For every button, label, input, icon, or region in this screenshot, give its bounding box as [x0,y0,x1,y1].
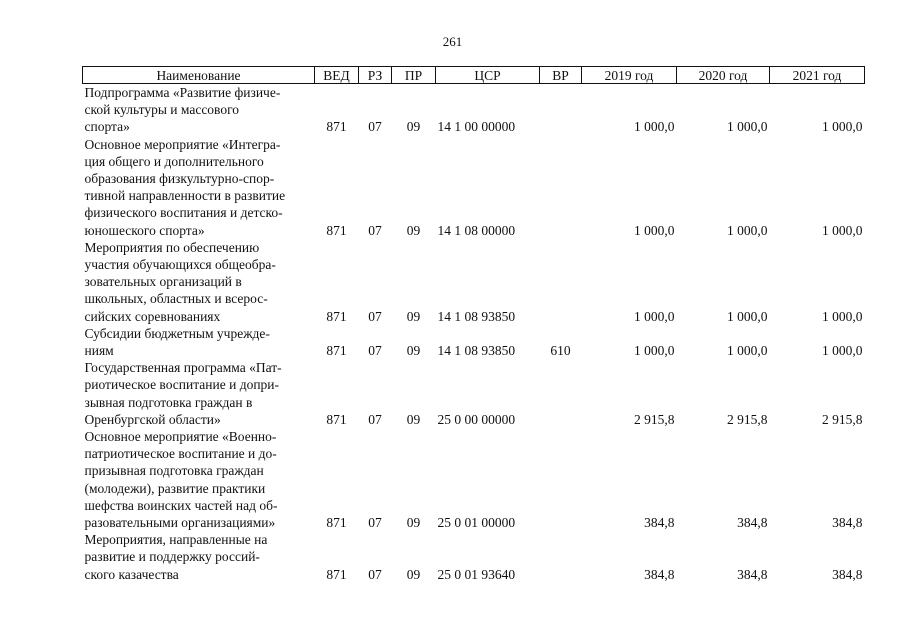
header-2021: 2021 год [770,67,865,84]
cell-2019: 1 000,0 [634,308,675,324]
cell-2020: 1 000,0 [727,343,768,359]
cell-vr [540,84,582,136]
cell-pr: 09 [406,119,421,135]
cell-name [83,84,315,136]
cell-2021: 1 000,0 [822,308,863,324]
cell-rz: 07 [368,343,382,359]
cell-2019: 1 000,0 [634,119,675,135]
cell-rz: 07 [368,308,382,324]
cell-ved: 871 [326,343,347,359]
cell-2021: 384,8 [832,515,863,531]
cell-name [83,359,315,428]
cell-2021: 2 915,8 [822,411,863,427]
table-body [83,84,865,583]
cell-name [83,531,315,583]
row-name-text: Основное мероприятие «Военно- патриотическое воспитание и до- призывная подготовка граждан (молодежи), развитие практики шефства воинских частей над об- разовательными организациями» [84,429,278,531]
table-row [83,531,865,583]
table-header-row [83,67,865,84]
cell-pr: 09 [406,411,421,427]
header-csr: ЦСР [436,67,540,84]
cell-csr: 14 1 08 93850 [437,343,516,359]
row-name-text: Мероприятия, направленные на развитие и поддержку россий- ского казачества [84,532,268,582]
header-rz: РЗ [359,67,392,84]
cell-rz: 07 [368,566,382,582]
cell-vr: 610 [550,343,571,359]
cell-csr: 14 1 08 00000 [437,222,516,238]
cell-2021: 1 000,0 [822,222,863,238]
table-row [83,84,865,136]
cell-ved: 871 [326,222,347,238]
cell-2021: 1 000,0 [822,343,863,359]
cell-2019: 1 000,0 [634,343,675,359]
cell-2019: 2 915,8 [634,411,675,427]
cell-2020: 384,8 [737,566,768,582]
cell-ved: 871 [326,308,347,324]
cell-ved: 871 [326,411,347,427]
row-name-text: Субсидии бюджетным учрежде- ниям [84,325,270,359]
cell-2020: 2 915,8 [727,411,768,427]
header-name: Наименование [83,67,315,84]
cell-vr [540,239,582,325]
cell-csr: 25 0 00 00000 [437,411,516,427]
cell-2020: 1 000,0 [727,308,768,324]
cell-2019: 1 000,0 [634,222,675,238]
header-pr: ПР [392,67,436,84]
table-row [83,359,865,428]
cell-pr: 09 [406,308,421,324]
cell-pr: 09 [406,222,421,238]
page-number: 261 [442,34,463,49]
cell-ved: 871 [326,566,347,582]
cell-name [83,325,315,359]
cell-2020: 1 000,0 [727,119,768,135]
budget-table [82,66,865,583]
cell-vr [540,531,582,583]
header-2019: 2019 год [582,67,677,84]
cell-csr: 14 1 08 93850 [437,308,516,324]
table-row [83,239,865,325]
cell-csr: 25 0 01 00000 [437,515,516,531]
cell-ved: 871 [326,515,347,531]
cell-pr: 09 [406,566,421,582]
cell-rz: 07 [368,222,382,238]
row-name-text: Мероприятия по обеспечению участия обучающихся общеобра- зовательных организаций в школьных, областных и всерос- сийских соревнованиях [84,239,276,324]
cell-2019: 384,8 [644,515,675,531]
cell-csr: 25 0 01 93640 [437,566,516,582]
cell-2020: 384,8 [737,515,768,531]
cell-vr [540,136,582,239]
row-name-text: Государственная программа «Пат- риотическое воспитание и допри- зывная подготовка граждан в Оренбургской области» [84,360,282,427]
header-vr: ВР [540,67,582,84]
cell-vr [540,359,582,428]
cell-pr: 09 [406,343,421,359]
cell-name [83,136,315,239]
cell-name [83,428,315,531]
header-ved: ВЕД [315,67,359,84]
cell-2021: 384,8 [832,566,863,582]
cell-rz: 07 [368,515,382,531]
cell-name [83,239,315,325]
cell-pr: 09 [406,515,421,531]
table-row [83,428,865,531]
cell-rz: 07 [368,119,382,135]
header-2020: 2020 год [677,67,770,84]
row-name-text: Подпрограмма «Развитие физиче- ской культуры и массового спорта» [84,85,281,135]
row-name-text: Основное мероприятие «Интегра- ция общего и дополнительного образования физкультурно-спор- тивной направленности в развитие физического воспитания и детско- юношеского спорта» [84,136,286,238]
cell-csr: 14 1 00 00000 [437,119,516,135]
cell-rz: 07 [368,411,382,427]
cell-vr [540,428,582,531]
cell-2021: 1 000,0 [822,119,863,135]
cell-2020: 1 000,0 [727,222,768,238]
cell-2019: 384,8 [644,566,675,582]
table-row [83,325,865,359]
table-row [83,136,865,239]
cell-ved: 871 [326,119,347,135]
